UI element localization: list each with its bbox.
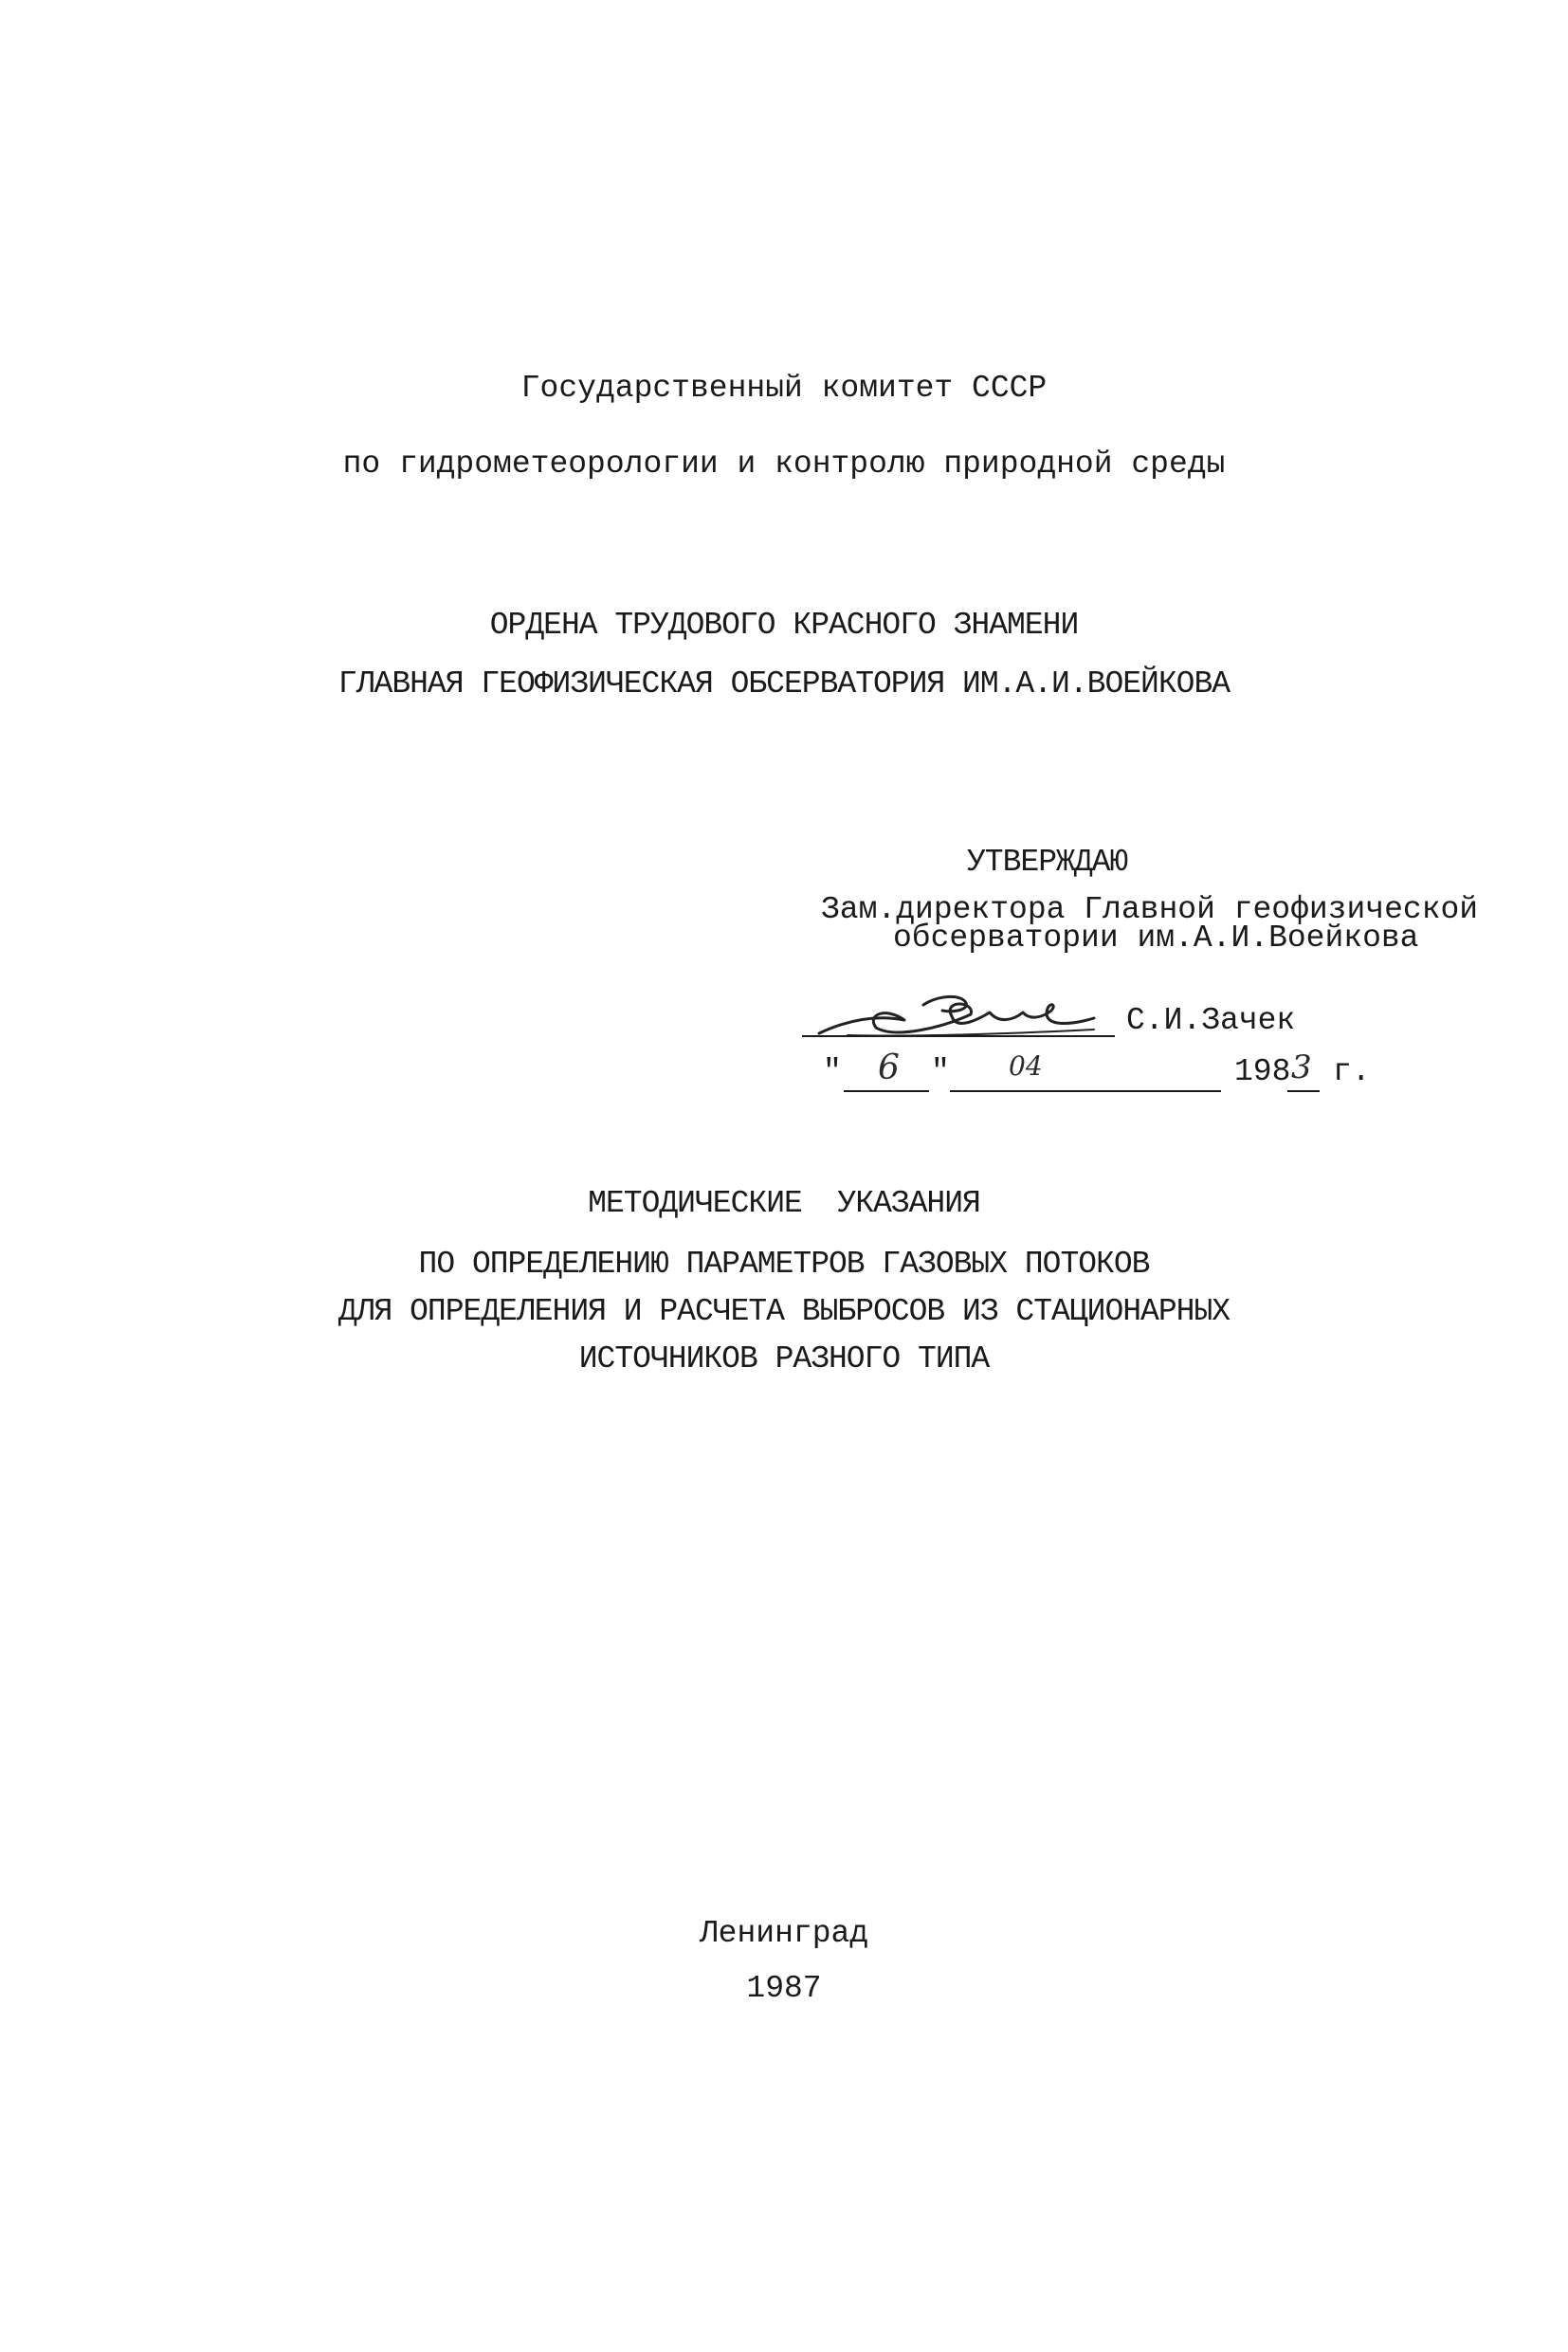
- signature-image: [810, 986, 1113, 1052]
- signature-text: Зачек: [999, 1047, 1003, 1048]
- date-year-underline: [1287, 1090, 1320, 1092]
- signature-row: [802, 986, 1333, 1052]
- document-subtitle-line-3: ИСТОЧНИКОВ РАЗНОГО ТИПА: [578, 1341, 990, 1377]
- date-close-quote: ": [931, 1054, 950, 1089]
- date-year-prefix: 198: [1234, 1054, 1291, 1089]
- date-year-suffix: 3: [1291, 1048, 1312, 1086]
- approval-position-line-1: Зам.директора Главной геофизической: [821, 892, 1479, 927]
- approval-heading: УТВЕРЖДАЮ: [967, 845, 1128, 880]
- date-month-underline: [950, 1090, 1221, 1092]
- imprint-city: Ленинград: [699, 1916, 869, 1951]
- imprint-year: 1987: [746, 1971, 822, 2006]
- document-subtitle-line-2: ДЛЯ ОПРЕДЕЛЕНИЯ И РАСЧЕТА ВЫБРОСОВ ИЗ СТАЦИОНАРНЫХ: [337, 1294, 1231, 1329]
- document-subtitle-line-1: ПО ОПРЕДЕЛЕНИЮ ПАРАМЕТРОВ ГАЗОВЫХ ПОТОКОВ: [418, 1247, 1150, 1282]
- institution-line-1: ОРДЕНА ТРУДОВОГО КРАСНОГО ЗНАМЕНИ: [489, 608, 1079, 643]
- document-title: МЕТОДИЧЕСКИЕ УКАЗАНИЯ: [588, 1186, 980, 1221]
- approval-position-line-2: обсерватории им.А.И.Воейкова: [893, 921, 1419, 956]
- committee-sub-line: по гидрометеорологии и контролю природной среды: [342, 447, 1226, 482]
- date-day-underline: [844, 1090, 929, 1092]
- signature-underline: [802, 1035, 1115, 1037]
- institution-line-2: ГЛАВНАЯ ГЕОФИЗИЧЕСКАЯ ОБСЕРВАТОРИЯ ИМ.А.И.ВОЕЙКОВА: [337, 666, 1231, 702]
- committee-line: Государственный комитет СССР: [520, 371, 1048, 406]
- date-open-quote: ": [823, 1054, 842, 1089]
- date-year-unit: г.: [1333, 1054, 1371, 1089]
- date-day: 6: [878, 1048, 900, 1087]
- date-month: 04: [1009, 1050, 1043, 1082]
- approval-date: [823, 1047, 1392, 1103]
- signer-name: С.И.Зачек: [1126, 1003, 1296, 1038]
